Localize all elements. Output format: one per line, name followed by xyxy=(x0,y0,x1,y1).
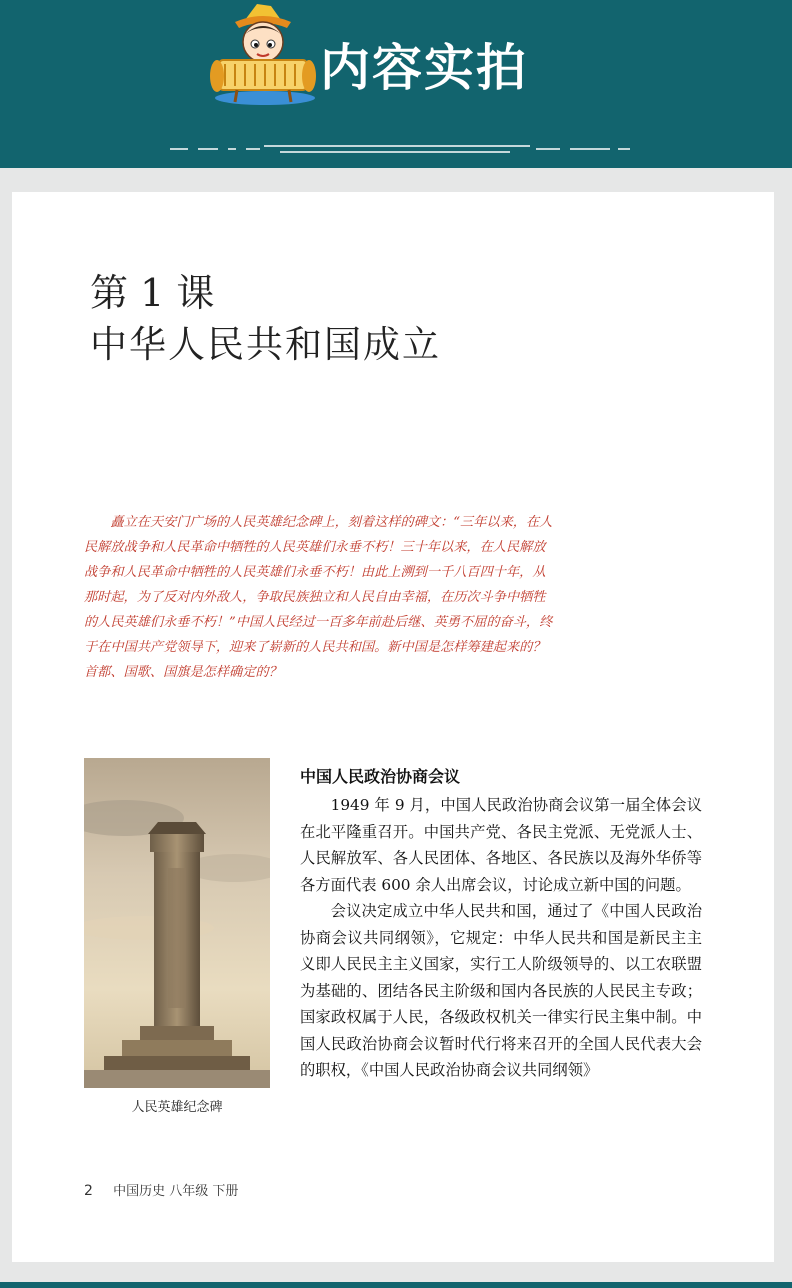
monument-photo xyxy=(84,758,270,1088)
bottom-strip xyxy=(0,1282,792,1288)
photo-caption: 人民英雄纪念碑 xyxy=(131,1100,223,1115)
header-banner xyxy=(0,0,792,168)
lesson-title: 中华人民共和国成立 xyxy=(90,323,441,366)
banner-title: 内容实拍 xyxy=(320,39,528,97)
intro-paragraph: 矗立在天安门广场的人民英雄纪念碑上，刻着这样的碑文：“三年以来，在人民解放战争和人民革命中牺牲的人民英雄们永垂不朽！三十年以来，在人民解放战争和人民革命中牺牲的人民英雄们永垂不朽！由此上溯到一千八百四十年，从那时起，为了反对内外敌人，争取民族独立和人民自由幸福，在历次斗争中牺牲的人民英雄们永垂不朽！”中国人民经过一百多年前赴后继、英勇不屈的奋斗，终于在中国共产党领导下，迎来了崭新的人民共和国。新中国是怎样筹建起来的？首都、国歌、国旗是怎样确定的？ xyxy=(84,515,553,680)
section-heading: 中国人民政治协商会议 xyxy=(300,767,461,786)
body-paragraph: 1949 年 9 月，中国人民政治协商会议第一届全体会议在北平隆重召开。中国共产党、各民主党派、无党派人士、人民解放军、各人民团体、各地区、各民族以及海外华侨等各方面代表 600 余人出席会议，讨论成立新中国的问题。 xyxy=(300,796,702,894)
textbook-page xyxy=(12,192,774,1262)
page-number: 2 xyxy=(84,1183,93,1199)
lesson-number: 第 1 课 xyxy=(90,271,215,315)
page-footer xyxy=(84,1180,238,1199)
decorative-divider xyxy=(170,142,630,156)
body-text xyxy=(300,792,702,1084)
intro-passage xyxy=(84,510,554,685)
mascot-reading-icon xyxy=(205,2,321,106)
book-title: 中国历史 八年级 下册 xyxy=(113,1184,239,1199)
body-paragraph: 会议决定成立中华人民共和国，通过了《中国人民政治协商会议共同纲领》，它规定：中华人民共和国是新民主主义即人民民主主义国家，实行工人阶级领导的、以工农联盟为基础的、团结各民主阶级和国内各民族的人民民主专政；国家政权属于人民，各级政权机关一律实行民主集中制。中国人民政治协商会议暂时代行将来召开的全国人民代表大会的职权，《中国人民政治协商会议共同纲领》 xyxy=(300,902,702,1079)
